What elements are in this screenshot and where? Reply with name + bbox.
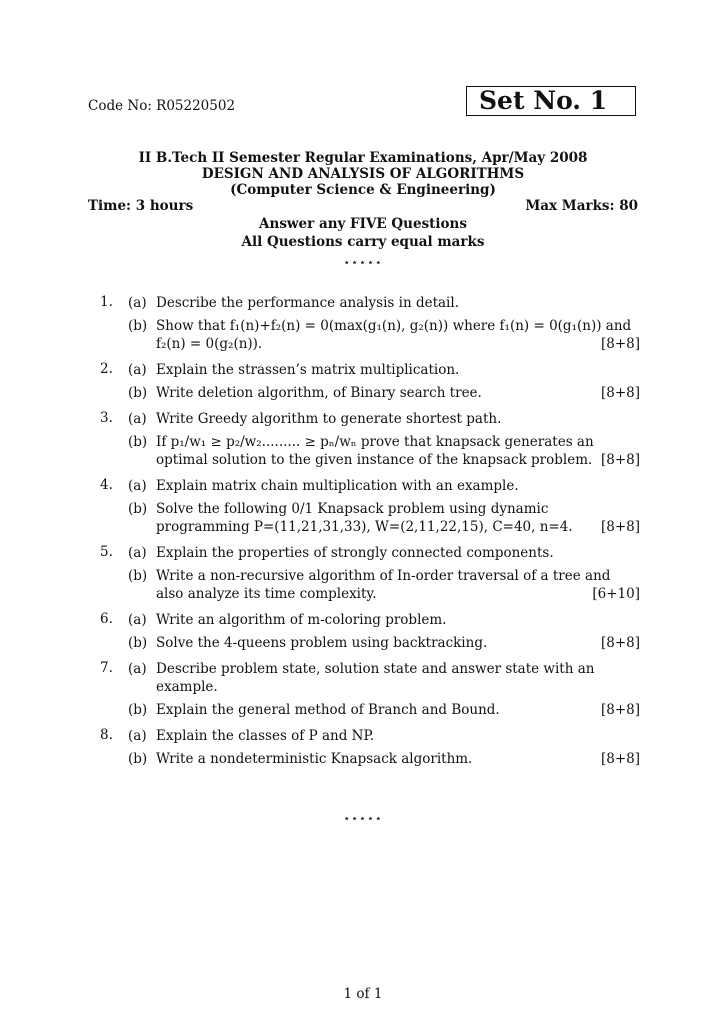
question-7	[88, 660, 640, 719]
question-part	[88, 384, 640, 402]
part-label: (a)	[128, 295, 147, 311]
marks-allocation: [6+10]	[592, 586, 640, 602]
marks-allocation: [8+8]	[600, 519, 640, 535]
exam-time: Time: 3 hours	[88, 198, 194, 214]
question-number: 1.	[100, 294, 113, 310]
header-stars: ⋆⋆⋆⋆⋆	[343, 256, 383, 269]
question-part	[88, 500, 640, 536]
page-number: 1 of 1	[343, 986, 383, 1002]
part-label: (a)	[128, 661, 147, 677]
part-label: (b)	[128, 568, 148, 584]
part-text: If p₁/w₁ ≥ p₂/w₂......... ≥ pₙ/wₙ prove that knapsack generates an optimal solution to the given instance of the knapsack problem.	[156, 434, 594, 468]
marks-allocation: [8+8]	[600, 452, 640, 468]
set-number-box: Set No. 1	[466, 86, 636, 116]
part-label: (a)	[128, 728, 147, 744]
part-label: (a)	[128, 362, 147, 378]
question-part	[88, 477, 640, 495]
part-label: (b)	[128, 501, 148, 517]
part-label: (b)	[128, 751, 148, 767]
question-number: 8.	[100, 727, 113, 743]
question-5	[88, 544, 640, 603]
part-text: Solve the following 0/1 Knapsack problem using dynamic programming P=(11,21,31,33), W=(2,11,22,15), C=40, n=4.	[156, 501, 573, 535]
part-label: (b)	[128, 702, 148, 718]
part-text: Solve the 4-queens problem using backtracking.	[156, 635, 488, 651]
question-list	[88, 294, 640, 776]
part-label: (a)	[128, 545, 147, 561]
question-part	[88, 750, 640, 768]
part-text: Explain the classes of P and NP.	[156, 728, 375, 744]
instruction-answer: Answer any FIVE Questions	[259, 216, 467, 232]
branch-title: (Computer Science & Engineering)	[230, 182, 496, 198]
marks-allocation: [8+8]	[600, 385, 640, 401]
part-text: Write deletion algorithm, of Binary search tree.	[156, 385, 482, 401]
question-4	[88, 477, 640, 536]
part-text: Explain the general method of Branch and Bound.	[156, 702, 500, 718]
part-label: (a)	[128, 411, 147, 427]
question-number: 7.	[100, 660, 113, 676]
question-number: 5.	[100, 544, 113, 560]
part-text: Write Greedy algorithm to generate shortest path.	[156, 411, 502, 427]
question-6	[88, 611, 640, 652]
part-label: (b)	[128, 635, 148, 651]
part-text: Write a non-recursive algorithm of In-order traversal of a tree and also analyze its time complexity.	[156, 568, 611, 602]
question-part	[88, 611, 640, 629]
question-part	[88, 660, 640, 696]
question-part	[88, 317, 640, 353]
question-part	[88, 410, 640, 428]
marks-allocation: [8+8]	[600, 751, 640, 767]
part-text: Write a nondeterministic Knapsack algorithm.	[156, 751, 473, 767]
question-number: 4.	[100, 477, 113, 493]
marks-allocation: [8+8]	[600, 702, 640, 718]
question-part	[88, 701, 640, 719]
question-part	[88, 567, 640, 603]
part-label: (b)	[128, 385, 148, 401]
question-part	[88, 727, 640, 745]
question-number: 6.	[100, 611, 113, 627]
marks-allocation: [8+8]	[600, 635, 640, 651]
part-text: Describe problem state, solution state and answer state with an example.	[156, 661, 595, 695]
question-part	[88, 544, 640, 562]
question-number: 3.	[100, 410, 113, 426]
question-1	[88, 294, 640, 353]
instruction-marks: All Questions carry equal marks	[241, 234, 485, 250]
subject-title: DESIGN AND ANALYSIS OF ALGORITHMS	[201, 166, 525, 182]
part-label: (b)	[128, 434, 148, 450]
question-3	[88, 410, 640, 469]
part-text: Explain the properties of strongly connected components.	[156, 545, 554, 561]
question-part	[88, 294, 640, 312]
part-label: (a)	[128, 478, 147, 494]
max-marks: Max Marks: 80	[525, 198, 638, 214]
question-8	[88, 727, 640, 768]
part-text: Show that f₁(n)+f₂(n) = 0(max(g₁(n), g₂(n)) where f₁(n) = 0(g₁(n)) and f₂(n) = 0(g₂(n)).	[156, 318, 632, 352]
part-text: Explain the strassen’s matrix multiplication.	[156, 362, 460, 378]
exam-title: II B.Tech II Semester Regular Examinations, Apr/May 2008	[138, 150, 588, 166]
part-label: (a)	[128, 612, 147, 628]
marks-allocation: [8+8]	[600, 336, 640, 352]
question-2	[88, 361, 640, 402]
question-part	[88, 634, 640, 652]
question-part	[88, 433, 640, 469]
part-text: Describe the performance analysis in detail.	[156, 295, 459, 311]
part-text: Write an algorithm of m-coloring problem.	[156, 612, 447, 628]
part-label: (b)	[128, 318, 148, 334]
question-part	[88, 361, 640, 379]
part-text: Explain matrix chain multiplication with an example.	[156, 478, 519, 494]
question-number: 2.	[100, 361, 113, 377]
code-number: Code No: R05220502	[88, 98, 236, 114]
footer-stars: ⋆⋆⋆⋆⋆	[343, 812, 383, 825]
